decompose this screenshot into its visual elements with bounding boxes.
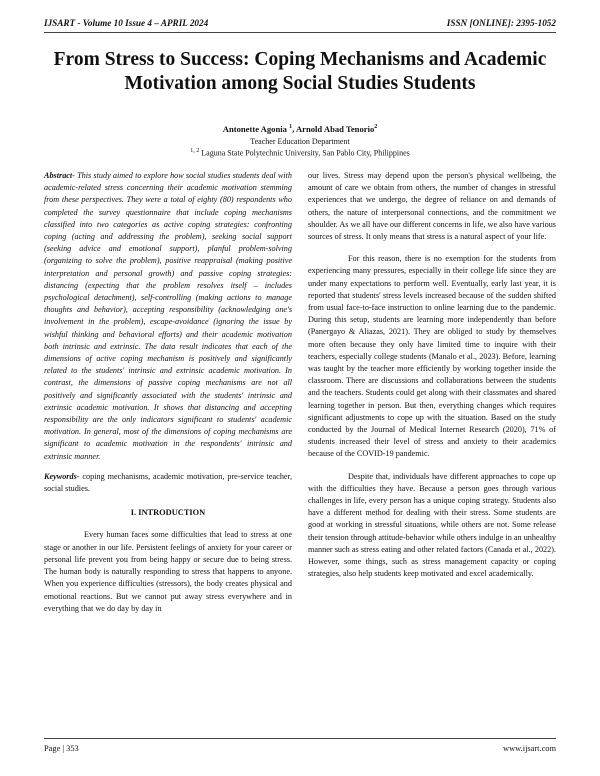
page-number: Page | 353 [44, 744, 79, 753]
affiliation [44, 148, 556, 158]
author-separator: , [292, 124, 296, 134]
author-affiliation-mark: 1 [289, 124, 293, 131]
keywords-text: - coping mechanisms, academic motivation, pre-service teacher, social studies. [44, 471, 292, 494]
affiliation-mark: 1, 2 [190, 148, 200, 154]
author-name: Antonette Agonia [222, 124, 287, 134]
page-footer [44, 744, 556, 753]
affiliation-text: Laguna State Polytechnic University, San Pablo City, Philippines [201, 148, 410, 158]
header-divider [44, 32, 556, 33]
body-paragraph: Every human faces some difficulties that lead to stress at one stage or another in our life. Persistent feelings of anxiety for your career or personal life prevent you from being happy or secure due to being stress. The human body is naturally responding to stress that happens to anyone. When you experience difficulties (stressors), the body creates physical and emotional reactions. But we cannot put away stress everywhere and in everything that we do day by day in [44, 530, 292, 613]
journal-website: www.ijsart.com [503, 744, 556, 753]
abstract [44, 170, 292, 463]
department: Teacher Education Department [250, 137, 350, 146]
body-paragraph: our lives. Stress may depend upon the person's physical wellbeing, the amount of care we obtain from others, the number of changes in stressful experiences that we undergo, the degree of reliance on and demands of others, the nature of interpersonal connections, and the commitment we shoulder. As we all have our different concerns in life, we also have various sources of stress. It only means that stress is a natural aspect of your life. [308, 171, 556, 242]
left-column [44, 170, 292, 615]
keywords [44, 471, 292, 495]
paper-title: From Stress to Success: Coping Mechanisms and Academic Motivation among Social Studies Students [53, 49, 547, 94]
keywords-label: Keywords [44, 471, 77, 481]
author-affiliation-mark: 2 [374, 124, 378, 131]
right-column [308, 170, 556, 581]
journal-header [44, 18, 556, 28]
journal-issn: ISSN [ONLINE]: 2395-1052 [446, 18, 556, 28]
section-heading: I. INTRODUCTION [130, 508, 206, 518]
footer-divider [44, 738, 556, 739]
body-paragraph: For this reason, there is no exemption for the students from experiencing many pressures, especially in their college life since they are under many expectations to perform well. Eventually, early last year, it is reported that students' stress levels increased because of the sudden shifted from usual face-to-face instruction to online learning due to the pandemic. During this setup, students are learning more independently than before (Panergayo & Aliazas, 2021). They are obliged to study by themselves more often because they only have limited time to inquire with their teachers, especially college students (Manalo et al., 2023). Before, learning was taught by the teacher more efficiently by working together inside the classroom. There are discussions and collaborations between the students and the teachers. Students could get along with their classmates and shared learning together in person. But then, everything changes which requires significant adjustments to cope up with the situation. Based on the study conducted by the Journal of Medical Internet Research (2020), 71% of students increased their level of stress and anxiety to their academics because of the COVID-19 pandemic. [308, 254, 556, 459]
body-paragraph: Despite that, individuals have different approaches to cope up with the difficulties they have. Because a person goes through various challenges in life, every person has a unique coping strategy. Students also have a different method for dealing with their stress. Some students are good at working in stressful situations, while others are not. Some release their tension through attitude-behavior while others indulge in an unhealthy manner such as stress eating and other related factors (Canada et al., 2022). However, some things, such as stress management capacity or coping strategies, also help students keep motivated and excel academically. [308, 471, 556, 579]
abstract-label: Abstract- [44, 171, 75, 180]
abstract-text: This study aimed to explore how social studies students deal with academic-related stress concerning their academic motivation stemming from these perspectives. They were a total of eighty (80) respondents who completed the survey questionnaire that include coping mechanisms classified into two categories as active coping strategies: confronting coping (acting and addressing the problem), seeking social support (seeking advice and emotional support), planful problem-solving (organizing to solve the problem), positive reappraisal (making positive interpretation and personal growth) and passive coping strategies: distancing (expecting that the problem resolves itself – includes psychological detachment), self-controlling (making actions to manage thoughts and behavior), accepting responsibility (acknowledging one's involvement in the problem), escape-avoidance (ignoring the issue by wishful thinking and behavioral efforts) and their academic motivation both intrinsic and extrinsic. The data result indicates that each of the dimensions of active coping mechanism is positively and significantly related to the students' intrinsic and extrinsic academic motivation. In contrast, the dimensions of passive coping mechanisms are not all positively and significantly associated with the students' intrinsic and extrinsic academic motivation. It shows that distancing and accepting responsibility are the only indicators significant to students' academic motivation. In general, most of the dimensions of coping mechanisms are significant to academic motivation in the respondents' intrinsic and extrinsic manner. [44, 171, 292, 461]
author-list [44, 124, 556, 134]
journal-volume-info: IJSART - Volume 10 Issue 4 – APRIL 2024 [44, 18, 209, 28]
author-name: Arnold Abad Tenorio [295, 124, 375, 134]
